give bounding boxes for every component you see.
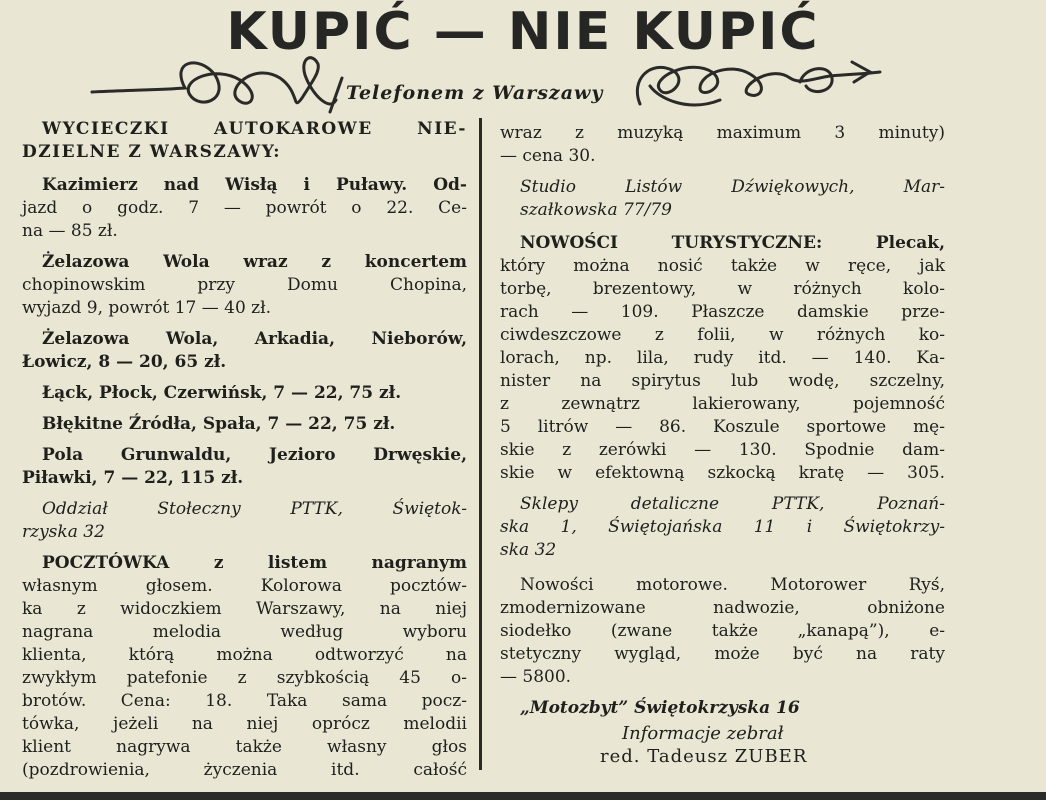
trip-item <box>22 251 467 320</box>
bottom-border <box>0 792 1046 800</box>
article-line: brotów. Cena: 18. Taka sama pocz- <box>22 691 467 711</box>
article-line: skie z zerówki — 130. Spodnie dam- <box>500 440 945 460</box>
article-line: z zewnątrz lakierowany, pojemność <box>500 394 945 414</box>
trip-line: Łowicz, 8 — 20, 65 zł. <box>22 352 227 372</box>
tourist-news <box>500 232 945 485</box>
trip-item <box>22 444 467 490</box>
source-line: ska 1, Świętojańska 11 i Świętokrzy- <box>500 517 945 537</box>
article-line: — 5800. <box>500 667 572 687</box>
postcard-continuation <box>500 122 945 168</box>
article-line: tówka, jeżeli na niej oprócz melodii <box>22 714 467 734</box>
credit-line: Informacje zebrał <box>622 723 784 744</box>
trip-line: wyjazd 9, powrót 17 — 40 zł. <box>22 298 272 318</box>
author-credit <box>600 722 807 768</box>
trip-line: jazd o godz. 7 — powrót o 22. Ce- <box>22 198 467 218</box>
trip-line: Kazimierz nad Wisłą i Puławy. Od- <box>42 175 467 195</box>
source-line: Sklepy detaliczne PTTK, Poznań- <box>520 494 945 514</box>
article-line: Nowości motorowe. Motorower Ryś, <box>520 575 945 595</box>
article-line: ka z widoczkiem Warszawy, na niej <box>22 599 467 619</box>
article-line: zmodernizowane nadwozie, obniżone <box>500 598 945 618</box>
article-line: rach — 109. Płaszcze damskie prze- <box>500 302 945 322</box>
postcard-source <box>500 176 945 222</box>
postcard-article <box>22 552 467 782</box>
article-line: klienta, którą można odtworzyć na <box>22 645 467 665</box>
trip-line: Piławki, 7 — 22, 115 zł. <box>22 468 244 488</box>
trip-line: Łąck, Płock, Czerwińsk, 7 — 22, 75 zł. <box>42 383 402 403</box>
tourist-source <box>500 493 945 562</box>
source-line: szałkowska 77/79 <box>520 200 672 220</box>
trip-item <box>22 382 467 405</box>
source-line: Studio Listów Dźwiękowych, Mar- <box>520 177 945 197</box>
article-line: skie w efektowną szkocką kratę — 305. <box>500 463 945 483</box>
motor-news <box>500 574 945 689</box>
credit-line: red. Tadeusz ZUBER <box>600 746 808 767</box>
heading-line: DZIELNE Z WARSZAWY: <box>22 142 282 162</box>
left-column <box>22 118 467 790</box>
article-line: — cena 30. <box>500 146 596 166</box>
article-line: torbę, brezentowy, w różnych kolo- <box>500 279 945 299</box>
article-line: NOWOŚCI TURYSTYCZNE: Plecak, <box>520 233 945 253</box>
page-title: KUPIĆ — NIE KUPIĆ <box>226 2 820 62</box>
article-line: siodełko (zwane także „kanapą”), e- <box>500 621 945 641</box>
trip-line: chopinowskim przy Domu Chopina, <box>22 275 467 295</box>
trip-item <box>22 328 467 374</box>
article-line: stetyczny wygląd, może być na raty <box>500 644 945 664</box>
trip-line: Błękitne Źródła, Spała, 7 — 22, 75 zł. <box>42 414 396 434</box>
article-line: lorach, np. lila, rudy itd. — 140. Ka- <box>500 348 945 368</box>
trip-line: na — 85 zł. <box>22 221 118 241</box>
article-line: nister na spirytus lub wodę, szczelny, <box>500 371 945 391</box>
article-line: 5 litrów — 86. Koszule sportowe mę- <box>500 417 945 437</box>
trip-line: Pola Grunwaldu, Jezioro Drwęskie, <box>42 445 467 465</box>
article-line: nagrana melodia według wyboru <box>22 622 467 642</box>
trip-item <box>22 413 467 436</box>
article-line: własnym głosem. Kolorowa pocztów- <box>22 576 467 596</box>
trip-line: Żelazowa Wola wraz z koncertem <box>42 252 467 272</box>
motor-source: „Motozbyt” Świętokrzyska 16 <box>520 698 800 718</box>
trip-item <box>22 174 467 243</box>
article-line: zwykłym patefonie z szybkością 45 o- <box>22 668 467 688</box>
article-line: ciwdeszczowe z folii, w różnych ko- <box>500 325 945 345</box>
article-line: (pozdrowienia, życzenia itd. całość <box>22 760 467 780</box>
heading-line: WYCIECZKI AUTOKAROWE NIE- <box>42 119 467 139</box>
column-divider <box>479 118 482 770</box>
trip-line: Żelazowa Wola, Arkadia, Nieborów, <box>42 329 467 349</box>
article-line: który można nosić także w ręce, jak <box>500 256 945 276</box>
trips-source <box>22 498 467 544</box>
article-line: klient nagrywa także własny głos <box>22 737 467 757</box>
decorative-scribble-illustration <box>0 0 1046 125</box>
article-line: wraz z muzyką maximum 3 minuty) <box>500 123 945 143</box>
trips-heading <box>22 118 467 164</box>
source-line: ska 32 <box>500 540 557 560</box>
right-column <box>500 122 945 728</box>
article-line: POCZTÓWKA z listem nagranym <box>42 553 467 573</box>
subtitle: Telefonem z Warszawy <box>346 82 604 104</box>
source-line: Oddział Stołeczny PTTK, Świętok- <box>42 499 467 519</box>
source-line: rzyska 32 <box>22 522 105 542</box>
